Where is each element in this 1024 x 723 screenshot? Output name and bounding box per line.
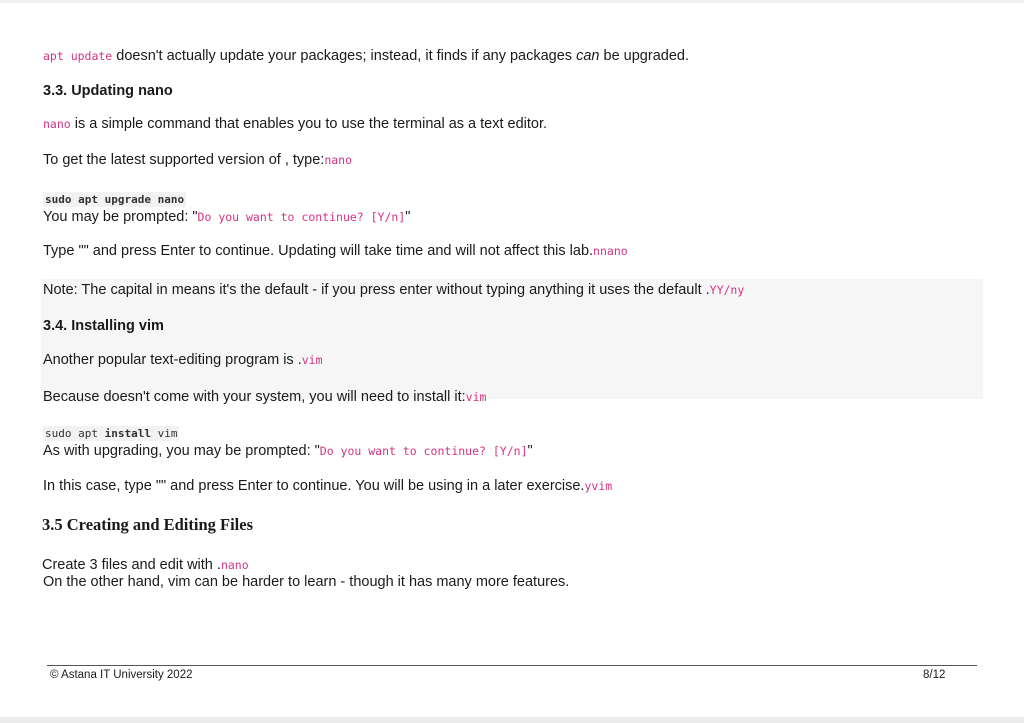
- command-block-install-vim: [43, 424, 179, 443]
- paragraph-apt-update: [43, 47, 689, 65]
- inline-code: apt update: [43, 49, 113, 63]
- paragraph-in-this-case: [43, 477, 612, 495]
- code-block: [43, 426, 179, 441]
- heading-3-4: 3.4. Installing vim: [43, 318, 164, 334]
- heading-3-3: 3.3. Updating nano: [43, 83, 173, 99]
- code-text: vim: [150, 427, 178, 440]
- footer-copyright: © Astana IT University 2022: [50, 669, 193, 681]
- paragraph-type-enter: [43, 242, 628, 260]
- text: To get the latest supported version of , type:: [43, 152, 325, 168]
- paragraph-create-files: [42, 556, 249, 574]
- paragraph-upgrade-prompt: [43, 442, 533, 460]
- footer-divider: [47, 665, 977, 666]
- page-number: 8/12: [923, 669, 946, 681]
- inline-code: vim: [465, 390, 487, 404]
- code-keyword: install: [104, 427, 151, 440]
- text: You may be prompted: ": [43, 209, 198, 225]
- text: is a simple command that enables you to use the terminal as a text editor.: [70, 116, 548, 132]
- inline-code: YY/ny: [709, 283, 745, 297]
- paragraph-vim-harder: On the other hand, vim can be harder to learn - though it has many more features.: [43, 574, 570, 590]
- text: ": [405, 209, 411, 225]
- top-edge: [0, 0, 1024, 3]
- text: Another popular text-editing program is .: [43, 352, 302, 368]
- text: Create 3 files and edit with .: [42, 557, 221, 573]
- text: Because doesn't come with your system, you will need to install it:: [43, 389, 466, 405]
- paragraph-note: [43, 281, 744, 299]
- inline-code: Do you want to continue? [Y/n]: [319, 444, 528, 458]
- bottom-edge: [0, 717, 1024, 723]
- paragraph-nano-intro: [43, 115, 547, 133]
- inline-code: nnano: [593, 244, 628, 258]
- text: doesn't actually update your packages; instead, it finds if any packages: [112, 48, 577, 64]
- inline-code: yvim: [584, 479, 613, 493]
- paragraph-latest-version: [43, 151, 352, 169]
- text: As with upgrading, you may be prompted: ": [43, 443, 320, 459]
- inline-code: nano: [220, 558, 249, 572]
- heading-3-5: 3.5 Creating and Editing Files: [42, 515, 254, 534]
- text: Note: The capital in means it's the default - if you press enter without typing anything it uses the default .: [43, 282, 710, 298]
- inline-code: nano: [324, 153, 353, 167]
- paragraph-vim-intro: [43, 351, 323, 369]
- code-text: sudo apt: [45, 427, 105, 440]
- code-block: sudo apt upgrade nano: [45, 193, 185, 206]
- text: ": [527, 443, 533, 459]
- text: be upgraded.: [599, 48, 689, 64]
- inline-code: Do you want to continue? [Y/n]: [197, 210, 406, 224]
- text: In this case, type "" and press Enter to continue. You will be using in a later exercise.: [43, 478, 585, 494]
- inline-code: vim: [301, 353, 323, 367]
- inline-code: nano: [43, 117, 71, 131]
- paragraph-prompt: [43, 208, 410, 226]
- command-block-upgrade-nano: [43, 190, 186, 209]
- text: Type "" and press Enter to continue. Updating will take time and will not affect this lab.: [43, 243, 594, 259]
- emphasis: can: [576, 48, 600, 64]
- paragraph-install-vim: [43, 388, 486, 406]
